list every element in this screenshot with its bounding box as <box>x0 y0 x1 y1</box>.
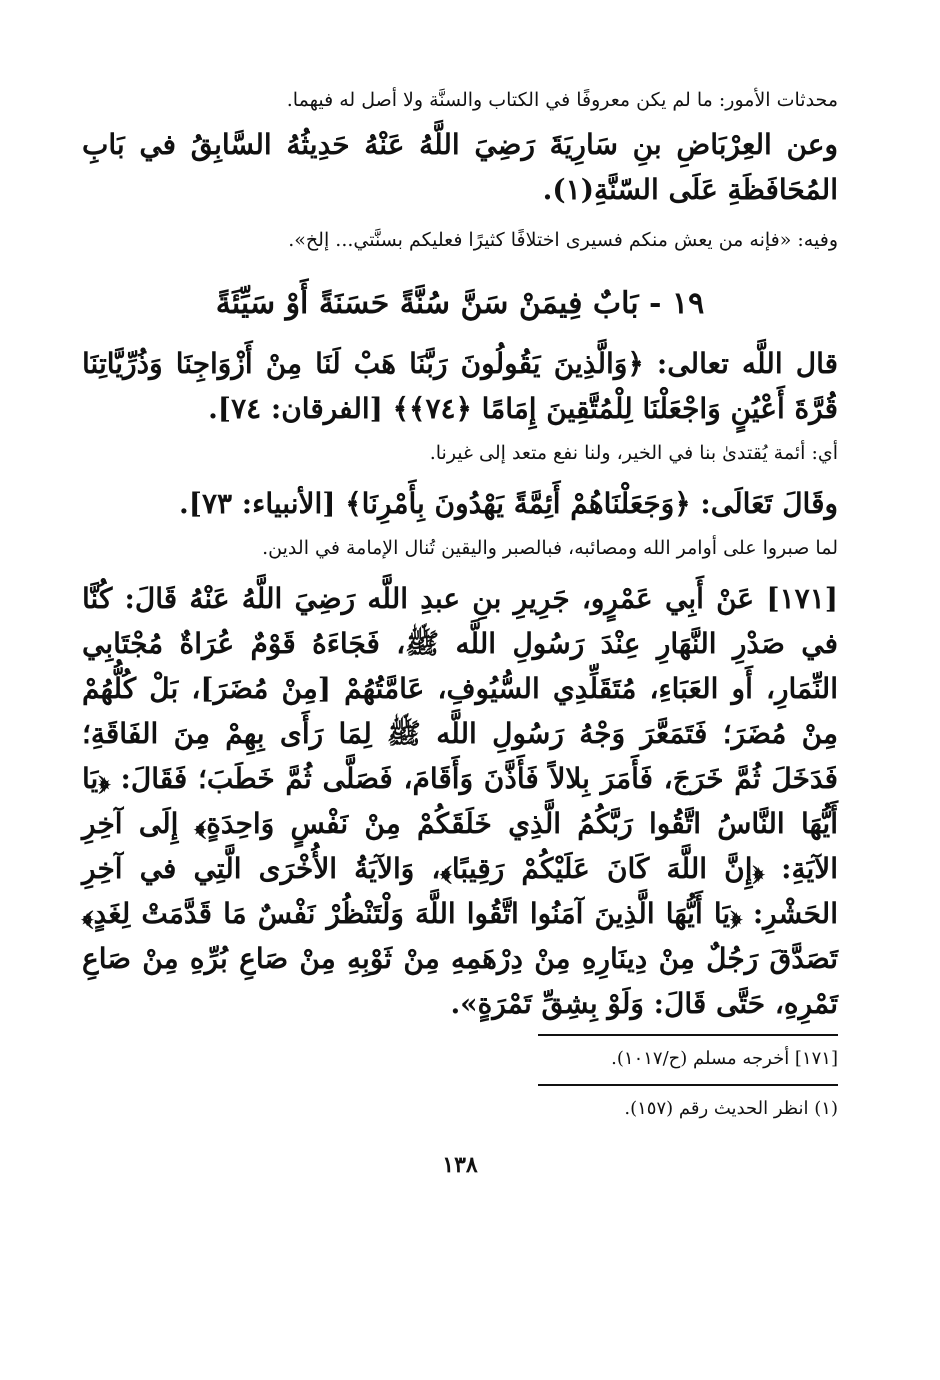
chapter-heading: ١٩ - بَابٌ فِيمَنْ سَنَّ سُنَّةً حَسَنَةً أَوْ سَيِّئَةً <box>215 286 705 321</box>
verse-anbiya-note: لما صبروا على أوامر الله ومصائبه، فبالصبر واليقين تُنال الإمامة في الدين. <box>262 537 838 559</box>
footnote-divider-2 <box>538 1084 838 1086</box>
hadith-171: [١٧١] عَنْ أَبِي عَمْرٍو، جَرِيرِ بنِ عبدِ اللَّه رَضِيَ اللَّهُ عَنْهُ قَالَ: كُنَّا في صَدْرِ النَّهَارِ عِنْدَ رَسُولِ اللَّه ﷺ، فَجَاءَهُ قَوْمٌ عُرَاةٌ مُجْتَابِي النِّمَارِ، أَو العَبَاءِ، مُتَقَلِّدِي السُّيُوفِ، عَامَّتُهُمْ [مِنْ مُضَرَ]، بَلْ كُلُّهُمْ مِنْ مُضَرَ؛ فَتَمَعَّرَ وَجْهُ رَسُولِ اللَّه ﷺ لِمَا رَأَى بِهِمْ مِنَ الفَاقَةِ؛ فَدَخَلَ ثُمَّ خَرَجَ، فَأَمَرَ بِلالاً فَأَذَّنَ وَأَقَامَ، فَصَلَّى ثُمَّ خَطَبَ؛ فَقَالَ: ﴿يَا أَيُّهَا النَّاسُ اتَّقُوا رَبَّكُمُ الَّذِي خَلَقَكُمْ مِنْ نَفْسٍ وَاحِدَةٍ﴾ إِلَى آخِرِ الآيَةِ: ﴿إِنَّ اللَّهَ كَانَ عَلَيْكُمْ رَقِيبًا﴾، وَالآيَةُ الأُخْرَى الَّتِي في آخِرِ الحَشْرِ: ﴿يَا أَيُّهَا الَّذِينَ آمَنُوا اتَّقُوا اللَّهَ وَلْتَنْظُرْ نَفْسٌ مَا قَدَّمَتْ لِغَدٍ﴾ تَصَدَّقَ رَجُلٌ مِنْ دِينَارِهِ مِنْ دِرْهَمِهِ مِنْ ثَوْبِهِ مِنْ صَاعِ بُرِّهِ مِنْ صَاعِ تَمْرِهِ، حَتَّى قَالَ: وَلَوْ بِشِقِّ تَمْرَةٍ». <box>82 582 838 1020</box>
verse-furqan: قال اللَّه تعالى: ﴿وَالَّذِينَ يَقُولُونَ رَبَّنَا هَبْ لَنَا مِنْ أَزْوَاجِنَا وَذُرِّيَّاتِنَا قُرَّةَ أَعْيُنٍ وَاجْعَلْنَا لِلْمُتَّقِينَ إِمَامًا ﴿٧٤﴾﴾ [الفرقان: ٧٤]. <box>82 347 838 425</box>
prior-hadith-note: وفيه: «فإنه من يعش منكم فسيرى اختلافًا كثيرًا فعليكم بسنَّتي... إلخ». <box>288 229 838 251</box>
intro-note: محدثات الأمور: ما لم يكن معروفًا في الكتاب والسنَّة ولا أصل له فيهما. <box>286 89 838 111</box>
prior-hadith: وعن العِرْبَاضِ بنِ سَارِيَةَ رَضِيَ اللَّهُ عَنْهُ حَدِيثُهُ السَّابِقُ في بَابِ المُحَافَظَةِ عَلَى السّنَّةِ(١). <box>82 128 838 206</box>
verse-furqan-note: أي: أئمة يُقتدىٰ بنا في الخير، ولنا نفع متعد إلى غيرنا. <box>429 442 838 464</box>
page-number: ١٣٨ <box>442 1152 478 1178</box>
verse-anbiya: وقَالَ تَعَالَى: ﴿وَجَعَلْنَاهُمْ أَئِمَّةً يَهْدُونَ بِأَمْرِنَا﴾ [الأنبياء: ٧٣]. <box>178 487 838 520</box>
footnote-divider <box>538 1034 838 1036</box>
footnote-171: [١٧١] أخرجه مسلم (ح/١٠١٧). <box>611 1048 838 1069</box>
footnote-1: (١) انظر الحديث رقم (١٥٧). <box>624 1098 838 1119</box>
